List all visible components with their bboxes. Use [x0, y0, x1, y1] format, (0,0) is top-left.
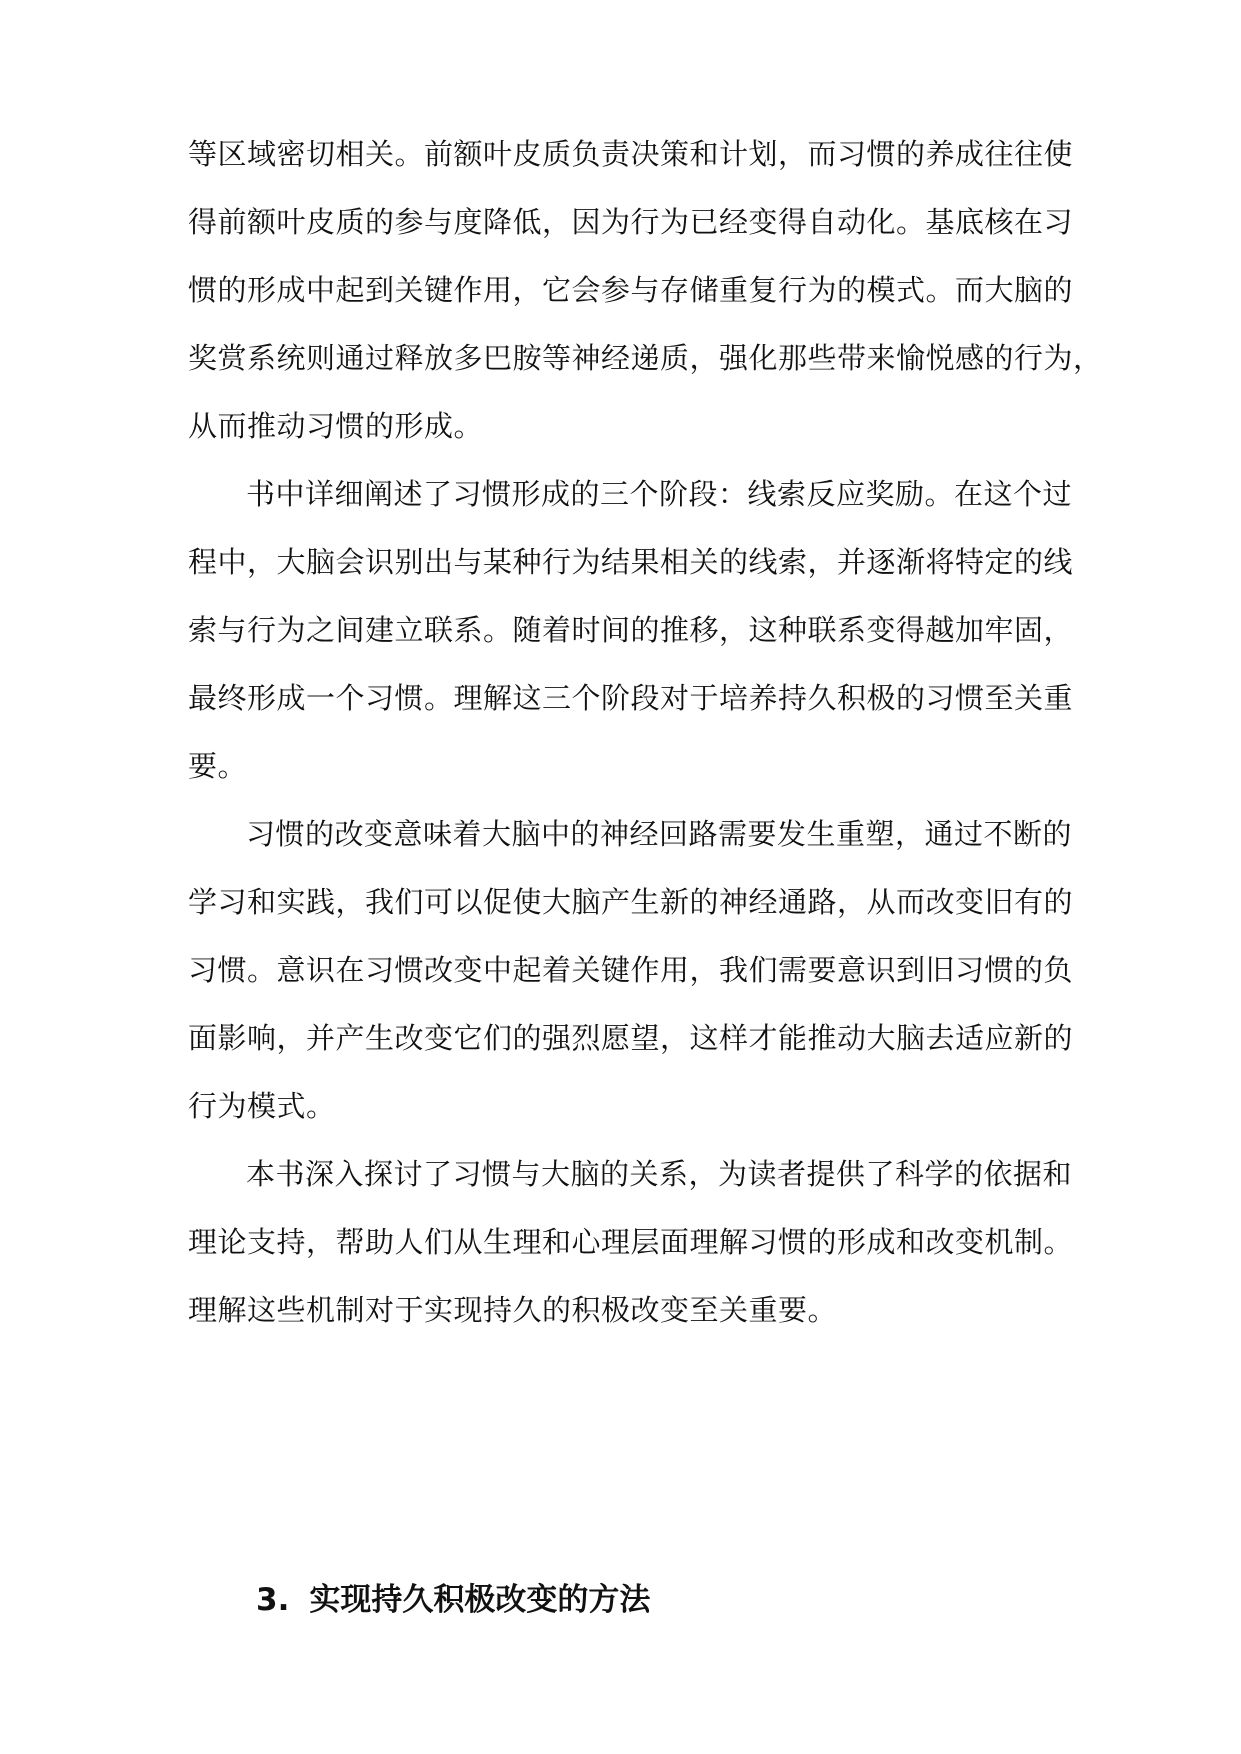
paragraph-2-line-2: 程中，大脑会识别出与某种行为结果相关的线索，并逐渐将特定的线 [188, 545, 1074, 579]
section-heading [256, 1578, 650, 1622]
paragraph-1-line-2: 得前额叶皮质的参与度降低，因为行为已经变得自动化。基底核在习 [188, 205, 1074, 239]
paragraph-1-line-5: 从而推动习惯的形成。 [188, 409, 484, 443]
section-heading-title: 实现持久积极改变的方法 [309, 1582, 651, 1618]
paragraph-1-line-3: 惯的形成中起到关键作用，它会参与存储重复行为的模式。而大脑的 [188, 273, 1074, 307]
paragraph-1-line-4: 奖赏系统则通过释放多巴胺等神经递质，强化那些带来愉悦感的行为， [188, 341, 1103, 375]
paragraph-4-line-3: 理解这些机制对于实现持久的积极改变至关重要。 [188, 1293, 838, 1327]
paragraph-3-line-3: 习惯。意识在习惯改变中起着关键作用，我们需要意识到旧习惯的负 [188, 953, 1074, 987]
paragraph-4-line-2: 理论支持，帮助人们从生理和心理层面理解习惯的形成和改变机制。 [188, 1225, 1074, 1259]
paragraph-3-line-1: 习惯的改变意味着大脑中的神经回路需要发生重塑，通过不断的 [246, 817, 1073, 851]
paragraph-3-line-5: 行为模式。 [188, 1089, 336, 1123]
paragraph-4-line-1: 本书深入探讨了习惯与大脑的关系，为读者提供了科学的依据和 [246, 1157, 1073, 1191]
paragraph-2-line-1: 书中详细阐述了习惯形成的三个阶段：线索反应奖励。在这个过 [246, 477, 1073, 511]
section-heading-number: 3. [256, 1582, 290, 1618]
paragraph-3-line-2: 学习和实践，我们可以促使大脑产生新的神经通路，从而改变旧有的 [188, 885, 1074, 919]
paragraph-3-line-4: 面影响，并产生改变它们的强烈愿望，这样才能推动大脑去适应新的 [188, 1021, 1074, 1055]
paragraph-2-line-3: 索与行为之间建立联系。随着时间的推移，这种联系变得越加牢固， [188, 613, 1074, 647]
paragraph-2-line-5: 要。 [188, 749, 248, 783]
paragraph-1-line-1: 等区域密切相关。前额叶皮质负责决策和计划，而习惯的养成往往使 [188, 137, 1074, 171]
paragraph-2-line-4: 最终形成一个习惯。理解这三个阶段对于培养持久积极的习惯至关重 [188, 681, 1074, 715]
